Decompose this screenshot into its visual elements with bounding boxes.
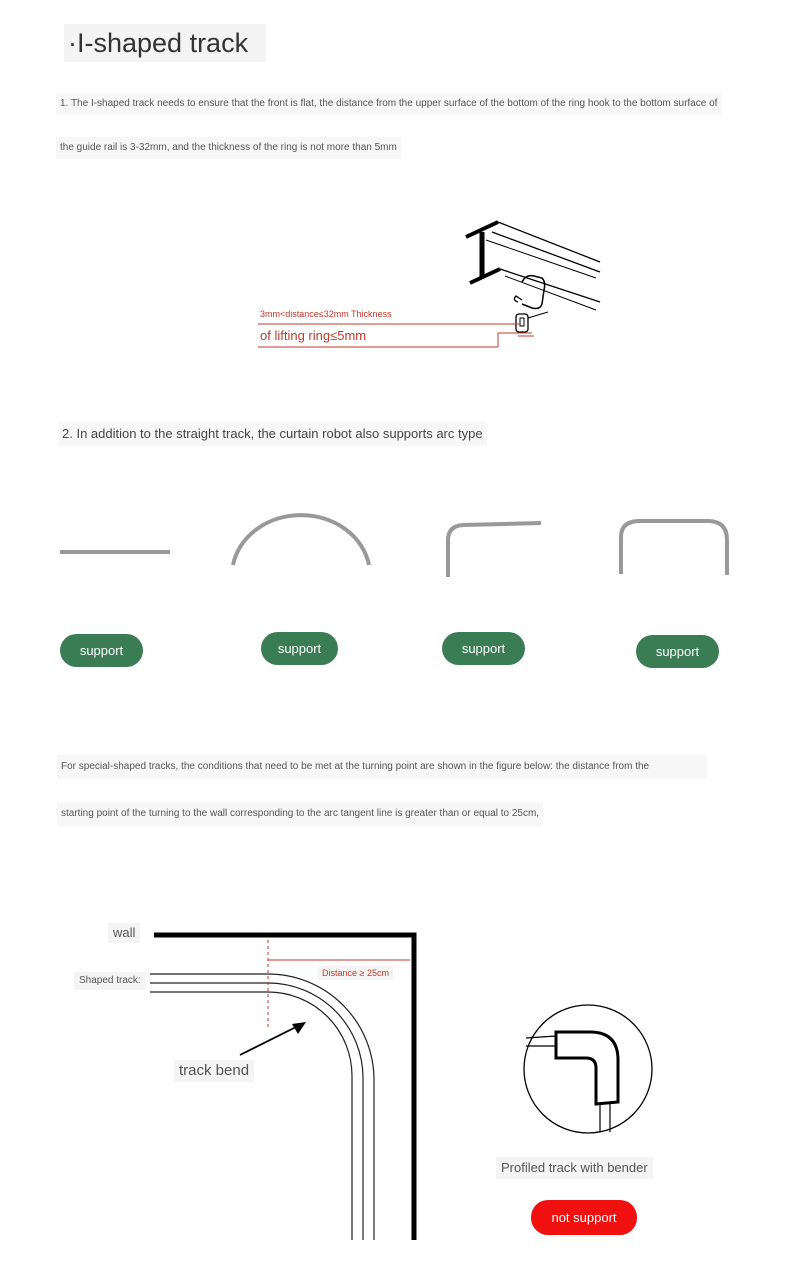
wall-label: wall xyxy=(108,923,140,943)
not-support-badge: not support xyxy=(531,1200,637,1235)
para1-line2: the guide rail is 3-32mm, and the thickness of the ring is not more than 5mm xyxy=(56,137,401,159)
para2: 2. In addition to the straight track, the curtain robot also supports arc type xyxy=(58,422,487,446)
para3-line2: starting point of the turning to the wall corresponding to the arc tangent line is greater than or equal to 25cm, xyxy=(57,802,543,826)
support-badge-l-corner: support xyxy=(442,632,525,665)
support-badge-straight: support xyxy=(60,634,143,667)
distance-condition-label: Distance ≥ 25cm xyxy=(318,966,393,980)
track-bend-label: track bend xyxy=(174,1060,254,1082)
shaped-track-label: Shaped track: xyxy=(74,972,146,990)
support-badge-u-shape: support xyxy=(636,635,719,668)
thickness-label: of lifting ring≤5mm xyxy=(260,328,367,343)
para1-line1: 1. The I-shaped track needs to ensure that the front is flat, the distance from the upper surface of the bottom of the ring hook to the bottom surface of xyxy=(56,93,721,115)
support-badge-arc: support xyxy=(261,632,338,665)
bender-caption: Profiled track with bender xyxy=(496,1157,653,1179)
page-title: ·I-shaped track xyxy=(64,24,266,62)
distance-label: 3mm<distance≤32mm Thickness xyxy=(260,309,392,319)
para3-line1: For special-shaped tracks, the conditions that need to be met at the turning point are shown in the figure below: the distance from the xyxy=(57,755,707,779)
